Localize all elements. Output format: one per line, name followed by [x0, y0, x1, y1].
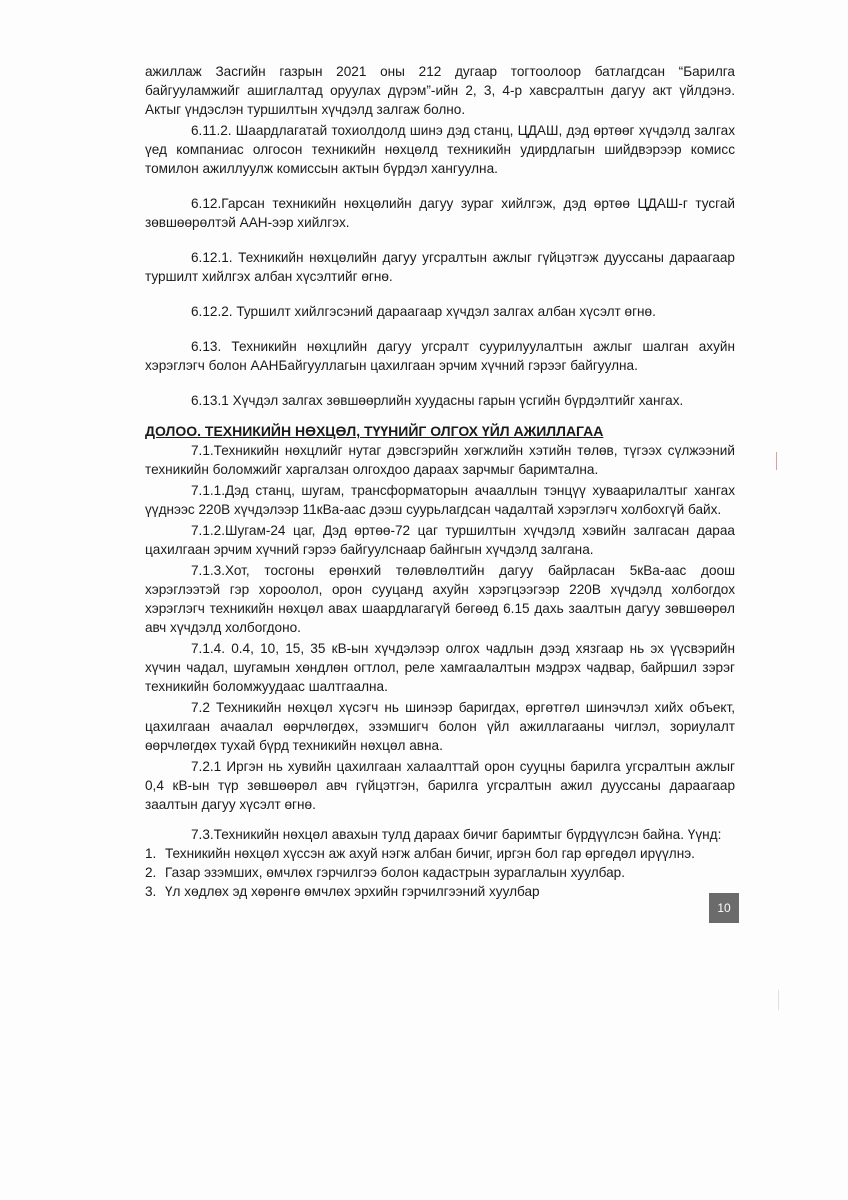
paragraph-7-2: 7.2 Техникийн нөхцөл хүсэгч нь шинээр баригдах, өргөтгөл шинэчлэл хийх объект, цахилгаан ачаалал өөрчлөгдөх, эзэмшигч болон үйл ажиллагааны чиглэл, зориулалт өөрчлөгдөх тухай бүрд техникийн нөхцөл авна. — [145, 700, 735, 753]
list-item-number: 3. — [145, 884, 157, 899]
paragraph-7-3: 7.3.Техникийн нөхцөл авахын тулд дараах бичиг баримтыг бүрдүүлсэн байна. Үүнд: — [191, 827, 722, 842]
paragraph-6-11-2: 6.11.2. Шаардлагатай тохиолдолд шинэ дэд станц, ЦДАШ, дэд өртөөг хүчдэлд залгах үед компаниас олгосон техникийн нөхцөлд техникийн удирдлагын шийдвэрээр комисс томилон ажиллуулж комиссын актын бүрдэл хангуулна. — [145, 123, 735, 176]
paragraph-6-12-1: 6.12.1. Техникийн нөхцөлийн дагуу угсралтын ажлыг гүйцэтгэж дууссаны дараагаар туршилт хийлгэх албан хүсэлтийг өгнө. — [145, 250, 735, 284]
paragraph-7-1-1: 7.1.1.Дэд станц, шугам, трансформаторын ачааллын тэнцүү хуваарилалтыг хангах үүднээс 220В хүчдэлээр 11кВа-аас дээш суурьлагдсан чадалтай хэрэглэгч холбохгүй байх. — [145, 483, 735, 517]
documents-list — [145, 844, 735, 901]
list-item — [145, 863, 735, 882]
paragraph-6-13-1: 6.13.1 Хүчдэл залгах зөвшөөрлийн хуудасны гарын үсгийн бүрдэлтийг хангах. — [191, 393, 684, 408]
paragraph-7-1-4: 7.1.4. 0.4, 10, 15, 35 кВ-ын хүчдэлээр олгох чадлын дээд хязгаар нь эх үүсвэрийн хүчин чадал, шугамын хөндлөн огтлол, реле хамгаалалтын мэдрэх чадвар, байршил зэрэг техникийн боломжуудаас шалтгаална. — [145, 641, 735, 694]
page-content — [145, 62, 735, 901]
list-item-number: 2. — [145, 865, 157, 880]
paragraph-7-1-2: 7.1.2.Шугам-24 цаг, Дэд өртөө-72 цаг туршилтын хүчдэлд хэвийн залгасан дараа цахилгаан эрчим хүчний гэрээ байгуулснаар байнгын хүчдэлд залгана. — [145, 523, 735, 557]
list-item — [145, 882, 735, 901]
section-heading-7: ДОЛОО. ТЕХНИКИЙН НӨХЦӨЛ, ТҮҮНИЙГ ОЛГОХ ҮЙЛ АЖИЛЛАГАА — [145, 423, 604, 439]
list-item-text: Үл хөдлөх эд хөрөнгө өмчлөх эрхийн гэрчилгээний хуулбар — [165, 884, 540, 899]
paragraph-6-12-2: 6.12.2. Туршилт хийлгэсэний дараагаар хүчдэл залгах албан хүсэлт өгнө. — [191, 304, 656, 319]
scan-edge-mark — [778, 990, 779, 1010]
list-item-number: 1. — [145, 846, 157, 861]
page-number-badge: 10 — [709, 893, 739, 923]
list-item-text: Техникийн нөхцөл хүссэн аж ахуй нэгж албан бичиг, иргэн бол гар өргөдөл ирүүлнэ. — [165, 846, 695, 861]
paragraph-6-12: 6.12.Гарсан техникийн нөхцөлийн дагуу зураг хийлгэж, дэд өртөө ЦДАШ-г тусгай зөвшөөрөлтэй ААН-ээр хийлгэх. — [145, 196, 735, 230]
list-item-text: Газар эзэмших, өмчлөх гэрчилгээ болон кадастрын зураглалын хуулбар. — [165, 865, 625, 880]
paragraph-intro: ажиллаж Засгийн газрын 2021 оны 212 дугаар тогтоолоор батлагдсан “Барилга байгууламжийг ашиглалтад оруулах дүрэм”-ийн 2, 3, 4-р хавсралтын дагуу акт үйлдэнэ. Актыг үндэслэн туршилтын хүчдэлд залгаж болно. — [145, 64, 735, 117]
paragraph-7-1: 7.1.Техникийн нөхцлийг нутаг дэвсгэрийн хөгжлийн хэтийн төлөв, түгээх сүлжээний техникийн боломжийг харгалзан олгохдоо дараах зарчмыг баримтална. — [145, 443, 735, 477]
list-item — [145, 844, 735, 863]
paragraph-6-13: 6.13. Техникийн нөхцлийн дагуу угсралт суурилуулалтын ажлыг шалган ахуйн хэрэглэгч болон ААНБайгууллагын цахилгаан эрчим хүчний гэрээг байгуулна. — [145, 339, 735, 373]
paragraph-7-1-3: 7.1.3.Хот, тосгоны ерөнхий төлөвлөлтийн дагуу байрласан 5кВа-аас доош хэрэглээтэй гэр хороолол, орон сууцанд ахуйн хэрэгцээгээр 220В хүчдэлд холбогдох хэрэглэгч техникийн нөхцөл авах шаардлагагүй бөгөөд 6.15 дахь заалтын дагуу зөвшөөрөл авч хүчдэлд холбогдоно. — [145, 563, 735, 635]
paragraph-7-2-1: 7.2.1 Иргэн нь хувийн цахилгаан халаалттай орон сууцны барилга угсралтын ажлыг 0,4 кВ-ын түр зөвшөөрөл авч гүйцэтгэн, барилга угсралтын ажил дууссаны дараагаар заалтын дагуу хүсэлт өгнө. — [145, 759, 735, 812]
scan-edge-mark — [776, 452, 777, 470]
